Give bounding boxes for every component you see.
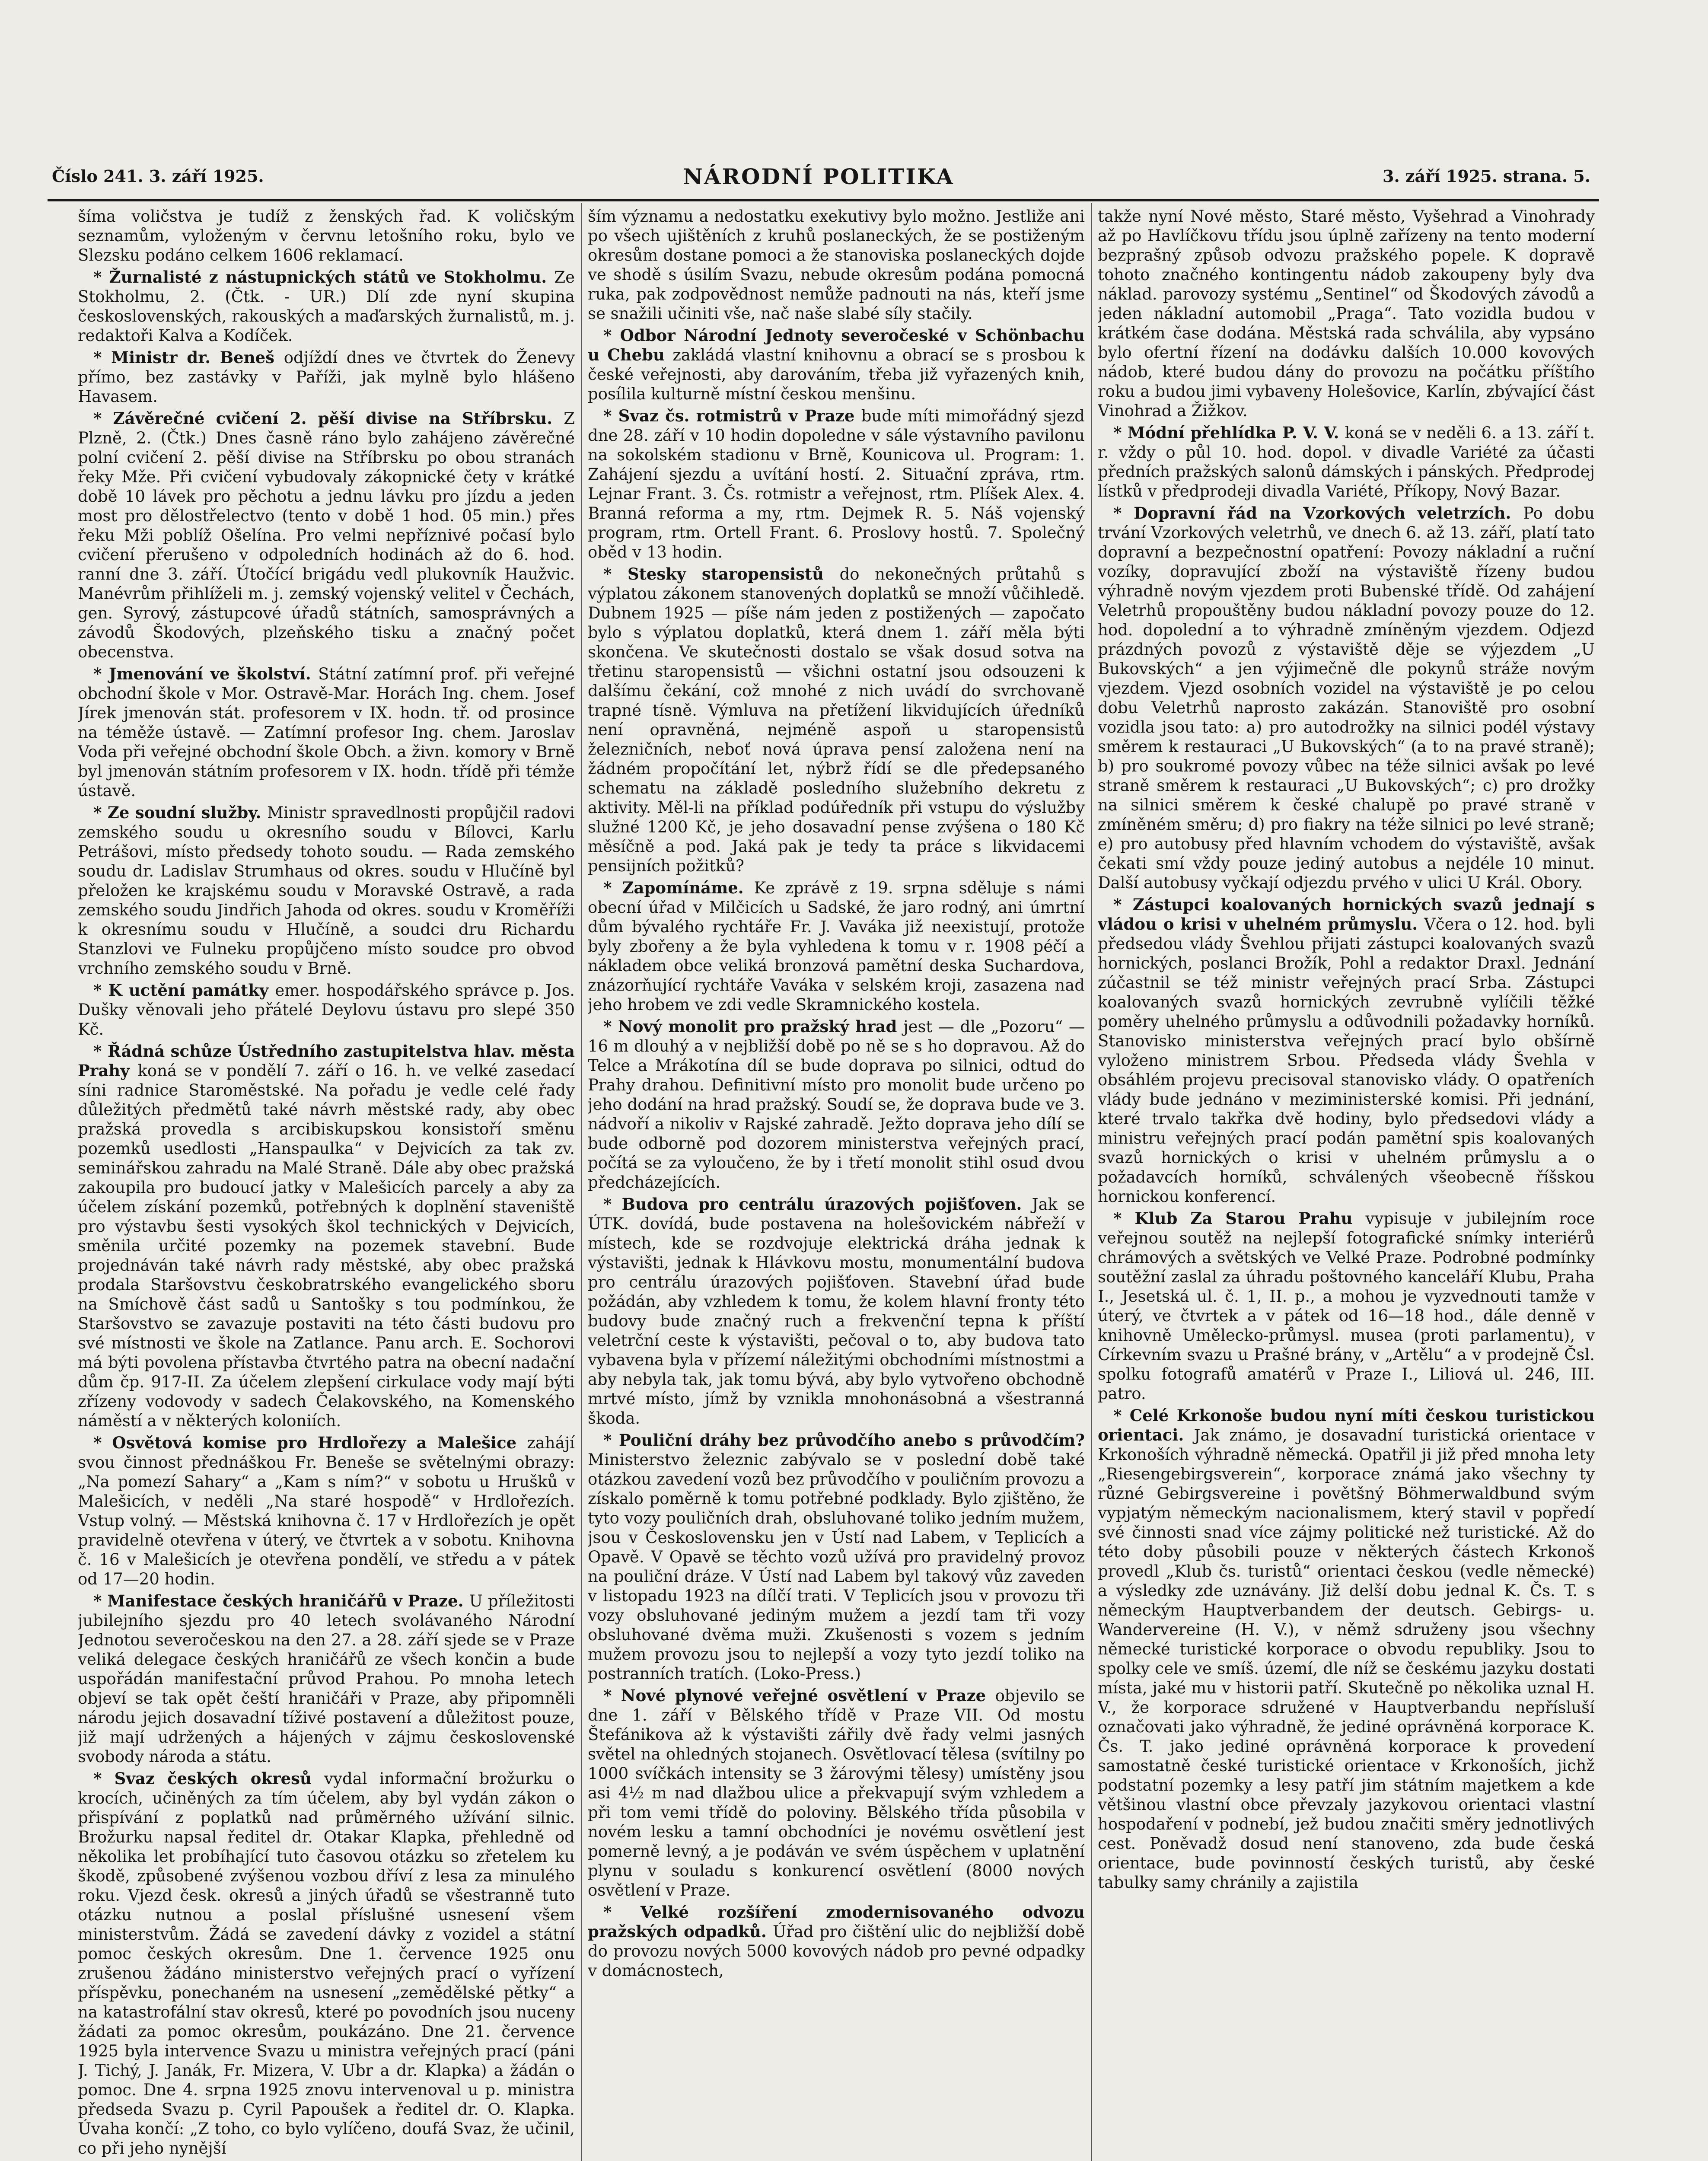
article-text: jest — dle „Pozoru“ — 16 m dlouhý a v nejbližší době po ně se s ho dopravou. Až do Telce a Mrákotína díl se bude doprava po silnici, odtud do Prahy drahou. Definitivní místo pro monolit bude určeno po jeho dodání na hrad pražský. Soudí se, že doprava bude ve 3. nádvoří a nikoliv v Rajské zahradě. Ježto doprava jeho dílí se bude odborně pod dozorem ministerstva veřejných prací, počítá se za vyloučeno, že by i třetí monolit stihl osud dvou předcházejících. — [588, 1017, 1085, 1192]
article-paragraph — [78, 348, 575, 406]
column-3 — [1098, 207, 1595, 2161]
article-paragraph — [588, 207, 1085, 323]
article-text: Ke zprávě z 19. srpna sděluje s námi obecní úřad v Milčicích u Sadské, že jaro rodný, ani úmrtní dům bývalého rychtáře Fr. J. Vaváka již neexistují, protože byly zbořeny a že byla vyhledena k tomu v r. 1908 péčí a nákladem obce veliká bronzová pamětní deska Suchardova, znázorňující rychtáře Vaváka v selském kroji, zasazena nad jeho hrobem ve zdi vedle Skramnického kostela. — [588, 879, 1085, 1014]
article-paragraph — [588, 1686, 1085, 1900]
page-number: 3. září 1925. strana. 5. — [1383, 166, 1590, 186]
column-1 — [78, 207, 575, 2161]
article-headline: * Žurnalisté z nástupnických států ve Stokholmu. — [93, 268, 554, 287]
article-paragraph — [1098, 207, 1595, 421]
article-text: zahájí svou činnost přednáškou Fr. Beneše se světelnými obrazy: „Na pomezí Sahary“ a „Kam s ním?“ v sobotu u Hrušků v Malešicích, v neděli „Na staré hospodě“ v Hrdlořezích. Vstup volný. — Městská knihovna č. 17 v Hrdlořezích je opět pravidelně otevřena v úterý, ve čtvrtek a v sobotu. Knihovna č. 16 v Malešicích je otevřena pondělí, ve středu a v pátek od 17—20 hodin. — [78, 1434, 575, 1588]
article-paragraph — [588, 406, 1085, 562]
article-text: Po dobu trvání Vzorkových veletrhů, ve dnech 6. až 13. září, platí tato dopravní a bezpečnostní opatření: Povozy nákladní a ruční vozíky, dopravující zboží na výstaviště řízeny budou výhradně novým vjezdem proti Bubenské třídě. Od zahájení Veletrhů propouštěny budou nákladní povozy pouze do 12. hod. dopolední a to výhradně zmíněným vjezdem. Odjezd prázdných povozů z výstaviště děje se výjezdem „U Bukovských“ a jen výjimečně dle pokynů stráže novým vjezdem. Vjezd osobních vozidel na výstaviště je po celou dobu Veletrhů naprosto zakázán. Stanoviště pro osobní vozidla jsou tato: a) pro autodrožky na silnici podél výstavy směrem k restauraci „U Bukovských“ (a to na pravé straně); b) pro soukromé povozy vůbec na téže silnici avšak po levé straně směrem k restauraci „U Bukovských“; c) pro drožky na silnici směrem k české chalupě po pravé straně v zmíněném směru; d) pro fiakry na téže silnici po levé straně; e) pro autobusy před hlavním vchodem do výstaviště, avšak čekati smí vždy pouze jediný autobus a nejdéle 10 minut. Další autobusy vyčkají odjezdu prvého v ulici U Král. Obory. — [1098, 504, 1595, 892]
article-headline: * Nové plynové veřejné osvětlení v Praze — [603, 1686, 995, 1705]
article-paragraph — [78, 1769, 575, 2158]
article-headline: * Zapomínáme. — [603, 878, 754, 897]
article-paragraph — [588, 1195, 1085, 1428]
article-paragraph — [78, 409, 575, 662]
article-text: do nekonečných průtahů s výplatou zákonem stanovených doplatků se množí vůčihledě. Dubnem 1925 — píše nám jeden z postižených — započato bylo s výplatou doplatků, která dnem 1. září měla býti skončena. Ve skutečnosti dostalo se však dosud sotva na třetinu staropensistů — všichni ostatní jsou odsouzeni k dalšímu čekání, což mnohé z nich uvádí do svrchovaně trapné tísně. Výmluva na přetížení likvidujících úředníků není opravněná, nejméně aspoň u staropensistů železničních, neboť nová úprava pensí založena není na žádném propočítání let, nýbrž řídí se dle předepsaného schematu na základě posledního služebního dekretu z aktivity. Měl-li na příklad podúředník při vstupu do výslužby služné 1200 Kč, je jeho dosavadní pense zvýšena o 180 Kč měsíčně a pod. Jaká pak je tedy ta práce s likvidacemi pensijních požitků? — [588, 565, 1085, 875]
article-headline: * Ministr dr. Beneš — [93, 348, 284, 367]
article-text: Jak známo, je dosavadní turistická orientace v Krkonoších výhradně německá. Opatřil ji již před mnoha lety „Riesengebirgsverein“, korporace známá jako všechny ty různé Gebirgsvereine i povětšný Böhmerwaldbund svým vypjatým německým nacionalismem, který stavil v popředí své činnosti snad více zájmy politické než turistické. Až do této doby působili pouze v některých částech Krkonoš provedl „Klub čs. turistů“ orientaci českou (vedle německé) a výsledky zde uznávány. Již delší dobu jednal K. Čs. T. s německým Hauptverbandem der deutsch. Gebirgs- u. Wandervereine (H. V.), v němž sdruženy jsou všechny německé turistické korporace o obvodu republiky. Jsou to spolky cele ve smíš. území, dle níž se českému jazyku dostati místa, jaké mu v historii patří. Skutečně po několika uznal H. V., že korporace sdružené v Hauptverbandu nepřísluší označovati jako výhradně, že jediné oprávněná korporace K. Čs. T. jako jediné oprávněná korporace k provedení samostatně české turistické orientace v Krkonoších, jichž podstatní pozemky a lesy patří jim státním majetkem a kde většinou vlastní obce převzaly jazykovou orientaci vlastní hospodaření v podnebí, jež budou značiti směry jednotlivých cest. Poněvadž dosud není stanoveno, zda bude česká orientace, bude povinností českých turistů, aby české tabulky samy chránily a zajistila — [1098, 1426, 1595, 1892]
article-text: ším významu a nedostatku exekutivy bylo možno. Jestliže ani po všech ujištěních z kruhů poslaneckých, že se postiženým okresům dostane pomoci a že stanoviska poslaneckých dojde ve shodě s úsilím Svazu, nebude okresům podána pomocná ruka, pak zodpovědnost nemůže padnouti na nás, kteří jsme se snažili učiniti vše, nač naše slabé síly stačily. — [588, 207, 1085, 323]
article-headline: * Odbor Národní Jednoty severočeské v Schönbachu u Chebu — [588, 326, 1085, 364]
article-paragraph — [78, 268, 575, 345]
article-headline: * Budova pro centrálu úrazových pojišťoven. — [603, 1195, 1032, 1214]
article-text: Jak se ÚTK. dovídá, bude postavena na holešovickém nábřeží v místech, kde se rozdvojuje elektrická dráha jednak k výstavišti, jednak k Hlávkovu mostu, monumentální budova pro centrálu úrazových pojišťoven. Stavební úřad bude požádán, aby vzhledem k tomu, že kolem hlavní fronty této budovy bude značný ruch a frekvenční tepna k příští veletrční ceste k výstavišti, pečoval o to, aby budova tato vybavena byla v přízemí náležitými obchodními místnostmi a aby nebyla tak, jak tomu bývá, aby bylo vytvořeno obchodně mrtvé místo, jímž by vznikla mnohonásobná a všestranná škoda. — [588, 1195, 1085, 1428]
article-paragraph — [78, 207, 575, 265]
article-paragraph — [1098, 1209, 1595, 1403]
article-paragraph — [588, 564, 1085, 876]
article-headline: * Celé Krkonoše budou nyní míti českou turistickou orientaci. — [1098, 1406, 1595, 1444]
article-text: emer. hospodářského správce p. Jos. Dušky věnovali jeho přátelé Deylovu ústavu pro slepé 350 Kč. — [78, 981, 575, 1039]
article-headline: * Pouliční dráhy bez průvodčího anebo s průvodčím? — [603, 1431, 1085, 1450]
article-text: Včera o 12. hod. byli předsedou vlády Švehlou přijati zástupci koalovaných svazů hornických, poslanci Brožík, Pohl a redaktor Draxl. Jednání zúčastnil se též ministr veřejných prací Srba. Zástupci koalovaných svazů hornických zevrubně vylíčili těžké poměry uhelného průmyslu a odůvodnili požadavky horníků. Stanovisko ministerstva veřejných prací bylo obšírně vyloženo ministrem Srbou. Předseda vlády Švehla v obsáhlém projevu precisoval stanovisko vlády. O opatřeních vlády bude jednáno v meziministerské komisi. Při jednání, které trvalo takřka dvě hodiny, bylo předsedovi vlády a ministru veřejných prací podán pamětní spis koalovaných svazů hornických o krisi v uhelném průmyslu a o požadavcích horníků, schválených všeobecně říšskou hornickou konferencí. — [1098, 915, 1595, 1206]
article-headline: * Jmenování ve školství. — [93, 664, 319, 683]
article-text: Státní zatímní prof. při veřejné obchodní škole v Mor. Ostravě-Mar. Horách Ing. chem. Josef Jírek jmenován stát. profesorem v IX. hodn. tř. od prosince na téměže ústavě. — Zatímní profesor Ing. chem. Jaroslav Voda při veřejné obchodní škole Obch. a živn. komory v Brně byl jmenován státním profesorem v IX. hodn. třídě při témže ústavě. — [78, 665, 575, 800]
article-headline: * Módní přehlídka P. V. V. — [1113, 423, 1345, 442]
article-headline: * Nový monolit pro pražský hrad — [603, 1017, 904, 1036]
article-paragraph — [588, 1431, 1085, 1683]
article-paragraph — [588, 1903, 1085, 1980]
article-text: Úřad pro čištění ulic do nejbližší době do provozu nových 5000 kovových nádob pro pevné odpadky v domácnostech, — [588, 1922, 1085, 1980]
article-text: šíma voličstva je tudíž z ženských řad. K voličským seznamům, vyloženým v červnu letošního roku, bylo ve Slezsku podáno celkem 1606 reklamací. — [78, 207, 575, 265]
article-paragraph — [588, 1017, 1085, 1192]
article-text: Ministr spravedlnosti propůjčil radovi zemského soudu u okresního soudu v Bílovci, Karlu Petrášovi, místo předsedy tohoto soudu. — Rada zemského soudu dr. Ladislav Strumhaus od okres. soudu v Hlučíně byl přeložen ke krajskému soudu v Moravské Ostravě, a rada zemského soudu Jindřich Jahoda od okres. soudu v Kroměříži k okresnímu soudu v Hlučíně, a soudci dru Richardu Stanzlovi ve Fulneku propůjčeno místo soudce pro obvod vrchního zemského soudu v Brně. — [78, 803, 575, 978]
article-paragraph — [78, 1591, 575, 1766]
article-paragraph — [1098, 504, 1595, 892]
article-text: Ze Stokholmu, 2. (Čtk. - UR.) Dlí zde nyní skupina československých, rakouských a maďarských žurnalistů, m. j. redaktoři Kalva a Kodíček. — [78, 268, 575, 345]
newspaper-title: NÁRODNÍ POLITIKA — [683, 164, 954, 189]
article-headline: * Dopravní řád na Vzorkových veletrzích. — [1113, 504, 1523, 523]
article-paragraph — [78, 803, 575, 978]
article-paragraph — [78, 664, 575, 800]
article-text: zakládá vlastní knihovnu a obrací se s prosbou k české veřejnosti, aby darováním, třeba již vyřazených knih, posílila kulturně místní českou menšinu. — [588, 346, 1085, 403]
article-text: objevilo se dne 1. září v Bělského třídě v Praze VII. Od mostu Štefánikova až k výstavišti zářily dvě řady velmi jasných světel na ohledných stojanech. Osvětlovací tělesa (svítilny po 1000 svíčkách intensity se 3 žárovými tělesy) umístěny jsou asi 4½ m nad dlažbou ulice a překvapují svým vzhledem a při tom vemi třídě do poloviny. Bělského třída působila v novém lesku a tamní obchodníci je novému osvětlení jest pomerně levný, a je podáván ve svém úspěchem v uplatnění plynu v souladu s konkurencí osvětlení (8000 nových osvětlení v Praze. — [588, 1686, 1085, 1900]
article-text: koná se v pondělí 7. září o 16. h. ve velké zasedací síni radnice Staroměstské. Na pořadu je vedle celé řady důležitých předmětů také návrh městské rady, aby obec pražská provedla s arcibiskupskou konsistoří směnu pozemků usedlosti „Hanspaulka“ v Dejvicích za tak zv. seminářskou zahradu na Malé Straně. Dále aby obec pražská zakoupila pro budoucí jatky v Malešicích parcely a aby za účelem získání pozemků, potřebných k doplnění staveniště pro výstavbu šesti vysokých škol technických v Dejvicích, směnila určité pozemky na pozemek stavební. Bude projednáván také návrh rady městské, aby obec pražská prodala Staršovstvu českobratrského evangelického sboru na Smíchově část sadů u Santošky s tou podmínkou, že Staršovstvo se zavazuje postaviti na této části budovu pro své místnosti ve škole na Zatlance. Panu arch. E. Sochorovi má býti povolena přístavba čtvrtého patra na obecní nadační dům čp. 917-II. Za účelem zlepšení cirkulace vody mají býti zřízeny vodovody v sadech Čelakovského, na Komenského náměstí a v některých koloniích. — [78, 1061, 575, 1430]
article-headline: * Svaz čs. rotmistrů v Praze — [603, 406, 861, 425]
header-rule — [48, 199, 1599, 201]
article-text: koná se v neděli 6. a 13. září t. r. vždy o půl 10. hod. dopol. v divadle Variété za účasti předních pražských salonů dámských i pánských. Předprodej lístků v předprodeji divadla Variété, Příkopy, Nový Bazar. — [1098, 424, 1595, 500]
article-headline: * Klub Za Starou Prahu — [1113, 1209, 1366, 1228]
article-paragraph — [1098, 895, 1595, 1206]
article-text: vypisuje v jubilejním roce veřejnou soutěž na nejlepší fotografické snímky interiérů chrámových a světských ve Velké Praze. Podrobné podmínky soutěžní zaslal za úhradu poštovného kanceláří Klubu, Praha I., Jesetská ul. č. 1, II. p., a mohou je vyzvednouti tamže v úterý, ve čtvrtek a v pátek od 16—18 hod., dále denně v knihovně Umělecko-průmysl. musea (proti parlamentu), v Církevním svazu u Prašné brány, v „Artělu“ a v prodejně Čsl. spolku fotografů amatérů v Praze I., Liliová ul. 246, III. patro. — [1098, 1209, 1595, 1403]
article-headline: * Řádná schůze Ústředního zastupitelstva hlav. města Prahy — [78, 1042, 575, 1080]
article-headline: * Svaz českých okresů — [93, 1769, 325, 1788]
article-text: U příležitosti jubilejního sjezdu pro 40 letech svolávaného Národní Jednotou severočeskou na den 27. a 28. září sjede se v Praze veliká delegace českých hraničářů ze všech končin a bude uspořádán manifestační průvod Prahou. Po mnoha letech objeví se tak opět čeští hraničáři v Praze, aby připomněli národu jejich dosavadní tíživé postavení a důležitost pouze, již mají udržených a hájených v zájmu československé svobody národa a státu. — [78, 1592, 575, 1766]
article-headline: * Velké rozšíření zmodernisovaného odvozu pražských odpadků. — [588, 1903, 1085, 1941]
column-divider — [1091, 203, 1092, 2161]
column-2 — [588, 207, 1085, 2161]
article-paragraph — [78, 1042, 575, 1431]
article-text: bude míti mimořádný sjezd dne 28. září v 10 hodin dopoledne v sále výstavního pavilonu na sokolském stadionu v Brně, Kounicova ul. Program: 1. Zahájení sjezdu a uvítání hostí. 2. Situační zpráva, rtm. Lejnar Frant. 3. Čs. rotmistr a veřejnost, rtm. Plíšek Alex. 4. Branná reforma a my, rtm. Dejmek R. 5. Náš vojenský program, rtm. Ortell Frant. 6. Proslovy hostů. 7. Společný oběd v 13 hodin. — [588, 407, 1085, 561]
article-headline: * Zástupci koalovaných hornických svazů jednají s vládou o krisi v uhelném průmyslu. — [1098, 895, 1595, 934]
article-paragraph — [78, 1433, 575, 1589]
article-text: takže nyní Nové město, Staré město, Vyšehrad a Vinohrady až po Havlíčkovu třídu jsou úplně zařízeny na tento moderní bezprašný způsob odvozu pražského popele. K dopravě tohoto značného kontingentu nádob zakoupeny byly dva náklad. parovozy systému „Sentinel“ od Škodových závodů a jeden nákladní automobil „Praga“. Tato vozidla budou v krátkém čase dodána. Městská rada schválila, aby vypsáno bylo ofertní řízení na dodávku dalších 10.000 kovových nádob, které budou dány do provozu na počátku příštího roku a budou jimi vybaveny Holešovice, Karlín, zbývající část Vinohrad a Žižkov. — [1098, 207, 1595, 420]
article-paragraph — [78, 981, 575, 1039]
article-text: odjíždí dnes ve čtvrtek do Ženevy přímo, bez zastávky v Paříži, jak mylně bylo hlášeno Havasem. — [78, 348, 575, 406]
article-headline: * Stesky staropensistů — [603, 564, 840, 583]
article-text: vydal informační brožurku o krocích, učiněných za tím účelem, aby byl vydán zákon o přispívání z poplatků nad průměrného užívání silnic. Brožurku napsal ředitel dr. Otakar Klapka, přehledně od několika let probíhající tuto časovou otázku so zřetelem ku škodě, způsobené zvýšenou vozbou dříví z lesa za minulého roku. Vjezd česk. okresů a jiných úřadů se všestranně tuto otázku nutnou a poslal příslušné usnesení všem ministerstvům. Žádá se zavedení dávky z vozidel a státní pomoc českých okresům. Dne 1. července 1925 onu zrušenou žádáno ministerstvo veřejných prací o vyřízení příspěvku, ponechaném na usnesení „zemědělské pětky“ a na katastrofální stav okresů, které po povodních jsou nuceny žádati za pomoc okresům, poukázáno. Dne 21. července 1925 byla intervence Svazu u ministra veřejných prací (páni J. Tichý, J. Janák, Fr. Mizera, V. Ubr a dr. Klapka) a žádán o pomoc. Dne 4. srpna 1925 znovu intervenoval u p. ministra předseda Svazu p. Cyril Papoušek a ředitel dr. O. Klapka. Úvaha končí: „Z toho, co bylo vylíčeno, doufá Svaz, že učinil, co při jeho nynější — [78, 1769, 575, 2158]
article-paragraph — [588, 878, 1085, 1014]
page-header — [52, 166, 1590, 201]
article-headline: * Ze soudní služby. — [93, 803, 267, 822]
article-headline: * Manifestace českých hraničářů v Praze. — [93, 1591, 469, 1610]
article-text: Z Plzně, 2. (Čtk.) Dnes časně ráno bylo zahájeno závěrečné polní cvičení 2. pěší divise na Stříbrsku po obou stranách řeky Mže. Při cvičení vybudovaly zákopnické čety v krátké době 10 lávek pro pěchotu a jednu lávku pro jízdu a jeden most pro dělostřelectvo (tento v době 1 hod. 05 min.) přes řeku Mži poblíž Ošelína. Pro velmi nepříznivé počasí bylo cvičení přerušeno v odpoledních hodinách až do 6. hod. ranní dne 3. září. Útočící brigádu vedl plukovník Haužvic. Manévrům přihlíželi m. j. zemský vojenský velitel v Čechách, gen. Syrový, zástupcové úřadů státních, samosprávných a závodů Škodových, plzeňského tisku a značný počet obecenstva. — [78, 409, 575, 661]
article-paragraph — [1098, 1406, 1595, 1892]
article-headline: * Osvětová komise pro Hrdlořezy a Malešice — [93, 1433, 527, 1452]
issue-number: Číslo 241. 3. září 1925. — [52, 166, 264, 186]
column-divider — [581, 203, 582, 2161]
article-text: Ministerstvo železnic zabývalo se v poslední době také otázkou zavedení vozů bez průvodčího v pouličním provozu a získalo poměrně k tomu potřebné podklady. Bylo zjištěno, že tyto vozy pouličních drah, obsluhované toliko jedním mužem, jsou v Československu jen v Ústí nad Labem, v Teplicích a Opavě. V Opavě se těchto vozů užívá pro pravidelný provoz na pouliční dráze. V Ústí nad Labem byl takový vůz zaveden v listopadu 1923 na dílčí trati. V Teplicích jsou v provozu tři vozy obsluhované jediným mužem a jezdí tam tři vozy obsluhované dvěma muži. Zkušenosti s vozem s jedním mužem provozu jsou to nejlepší a vozy tyto jezdí toliko na postranních tratích. (Loko-Press.) — [588, 1450, 1085, 1683]
article-headline: * Závěrečné cvičení 2. pěší divise na Stříbrsku. — [93, 409, 564, 428]
article-paragraph — [1098, 423, 1595, 501]
article-paragraph — [588, 326, 1085, 404]
article-headline: * K uctění památky — [93, 981, 275, 1000]
